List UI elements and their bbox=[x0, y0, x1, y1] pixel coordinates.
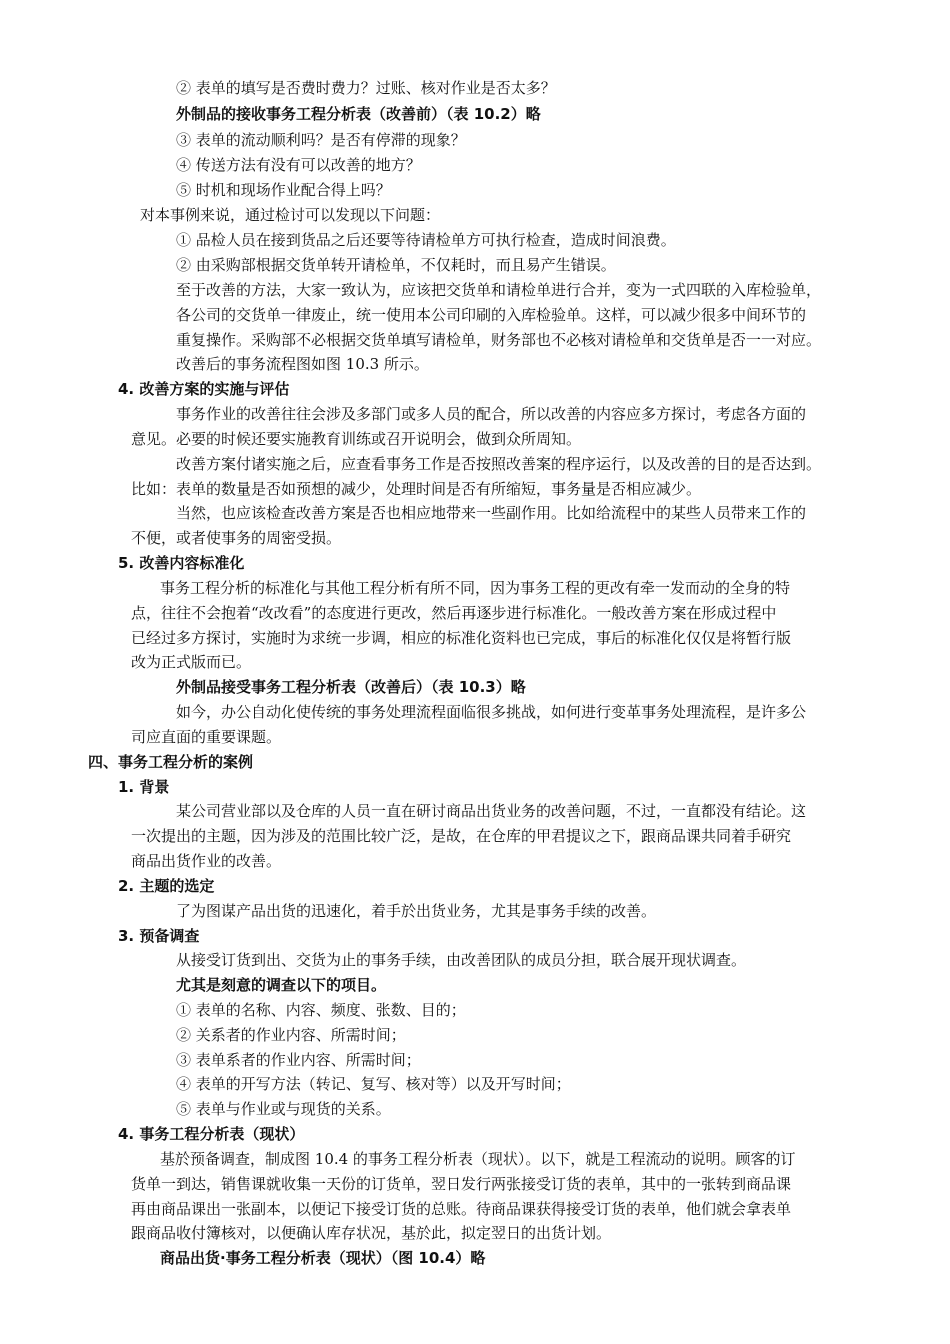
paragraph-line: 不便，或者使事务的周密受损。 bbox=[131, 529, 342, 547]
paragraph-line: 如今，办公自动化使传统的事务处理流程面临很多挑战，如何进行变革事务处理流程，是许多公 bbox=[176, 703, 807, 721]
table-caption: 外制品接受事务工程分析表（改善后）（表 10.3）略 bbox=[176, 678, 526, 696]
section-heading: 4. 事务工程分析表（现状） bbox=[118, 1125, 305, 1143]
list-item: ② 关系者的作业内容、所需时间； bbox=[176, 1026, 406, 1044]
paragraph-line: 改善后的事务流程图如图 10.3 所示。 bbox=[176, 355, 429, 373]
paragraph-line: 改善方案付诸实施之后，应查看事务工作是否按照改善案的程序运行，以及改善的目的是否达到。 bbox=[176, 455, 822, 473]
list-item: ③ 表单系者的作业内容、所需时间； bbox=[176, 1051, 421, 1069]
paragraph-line: 已经过多方探讨，实施时为求统一步调，相应的标准化资料也已完成，事后的标准化仅仅是将暂行版 bbox=[131, 629, 792, 647]
section-heading: 3. 预备调查 bbox=[118, 927, 200, 945]
paragraph-line: 比如：表单的数量是否如预想的减少，处理时间是否有所缩短，事务量是否相应减少。 bbox=[131, 480, 702, 498]
section-heading: 1. 背景 bbox=[118, 778, 170, 796]
paragraph-line: 重复操作。采购部不必根据交货单填写请检单，财务部也不必核对请检单和交货单是否一一对应。 bbox=[176, 331, 822, 349]
list-item: ⑤ 时机和现场作业配合得上吗？ bbox=[176, 181, 391, 199]
paragraph-line: 对本事例来说，通过检讨可以发现以下问题： bbox=[140, 206, 441, 224]
list-item: ⑤ 表单与作业或与现货的关系。 bbox=[176, 1100, 391, 1118]
section-heading: 2. 主题的选定 bbox=[118, 877, 215, 895]
list-item: ① 表单的名称、内容、频度、张数、目的； bbox=[176, 1001, 466, 1019]
list-item: ② 由采购部根据交货单转开请检单，不仅耗时，而且易产生错误。 bbox=[176, 256, 616, 274]
list-item: ④ 表单的开写方法（转记、复写、核对等）以及开写时间； bbox=[176, 1075, 571, 1093]
paragraph-line: 点，往往不会抱着“改改看”的态度进行更改，然后再逐步进行标准化。一般改善方案在形成过程中 bbox=[131, 604, 777, 622]
paragraph-line: 尤其是刻意的调查以下的项目。 bbox=[176, 976, 387, 994]
list-item: ③ 表单的流动顺利吗？是否有停滞的现象？ bbox=[176, 131, 466, 149]
paragraph-line: 当然，也应该检查改善方案是否也相应地带来一些副作用。比如给流程中的某些人员带来工作的 bbox=[176, 504, 807, 522]
section-heading: 4. 改善方案的实施与评估 bbox=[118, 380, 290, 398]
paragraph-line: 了为图谋产品出货的迅速化，着手於出货业务，尤其是事务手续的改善。 bbox=[176, 902, 657, 920]
paragraph-line: 再由商品课出一张副本，以便记下接受订货的总账。待商品课获得接受订货的表单，他们就会拿表单 bbox=[131, 1200, 792, 1218]
paragraph-line: 某公司营业部以及仓库的人员一直在研讨商品出货业务的改善问题，不过，一直都没有结论。这 bbox=[176, 802, 807, 820]
paragraph-line: 一次提出的主题，因为涉及的范围比较广泛，是故，在仓库的甲君提议之下，跟商品课共同着手研究 bbox=[131, 827, 792, 845]
list-item: ④ 传送方法有没有可以改善的地方？ bbox=[176, 156, 421, 174]
paragraph-line: 从接受订货到出、交货为止的事务手续，由改善团队的成员分担，联合展开现状调查。 bbox=[176, 951, 747, 969]
paragraph-line: 意见。必要的时候还要实施教育训练或召开说明会，做到众所周知。 bbox=[131, 430, 582, 448]
figure-caption: 商品出货·事务工程分析表（现状）（图 10.4）略 bbox=[160, 1249, 486, 1267]
paragraph-line: 货单一到达，销售课就收集一天份的订货单，翌日发行两张接受订货的表单，其中的一张转到商品课 bbox=[131, 1175, 792, 1193]
paragraph-line: 各公司的交货单一律废止，统一使用本公司印刷的入库检验单。这样，可以减少很多中间环节的 bbox=[176, 306, 807, 324]
paragraph-line: 司应直面的重要课题。 bbox=[131, 728, 282, 746]
list-item: ① 品检人员在接到货品之后还要等待请检单方可执行检查，造成时间浪费。 bbox=[176, 231, 676, 249]
paragraph-line: 改为正式版而已。 bbox=[131, 653, 252, 671]
paragraph-line: 基於预备调查，制成图 10.4 的事务工程分析表（现状）。以下，就是工程流动的说明。顾客的订 bbox=[160, 1150, 796, 1168]
paragraph-line: 至于改善的方法，大家一致认为，应该把交货单和请检单进行合并，变为一式四联的入库检验单， bbox=[176, 281, 822, 299]
section-heading: 5. 改善内容标准化 bbox=[118, 554, 245, 572]
list-item: ② 表单的填写是否费时费力？过账、核对作业是否太多？ bbox=[176, 79, 556, 97]
chapter-heading: 四、事务工程分析的案例 bbox=[88, 753, 254, 771]
paragraph-line: 跟商品收付簿核对，以便确认库存状况，基於此，拟定翌日的出货计划。 bbox=[131, 1224, 612, 1242]
paragraph-line: 商品出货作业的改善。 bbox=[131, 852, 282, 870]
paragraph-line: 事务工程分析的标准化与其他工程分析有所不同，因为事务工程的更改有牵一发而动的全身的特 bbox=[160, 579, 791, 597]
table-caption: 外制品的接收事务工程分析表（改善前）（表 10.2）略 bbox=[176, 105, 541, 123]
paragraph-line: 事务作业的改善往往会涉及多部门或多人员的配合，所以改善的内容应多方探讨，考虑各方面的 bbox=[176, 405, 807, 423]
